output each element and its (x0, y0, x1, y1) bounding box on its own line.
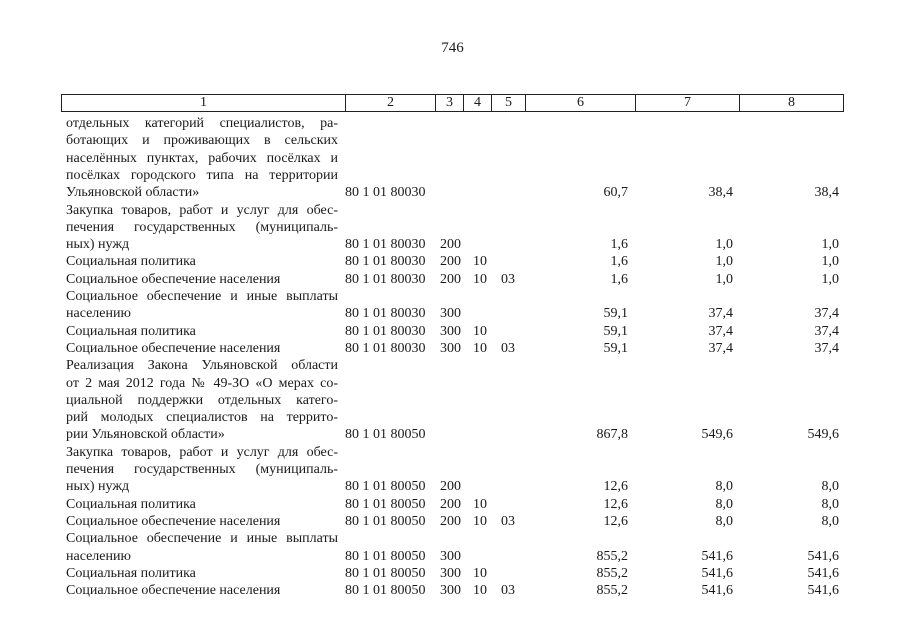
row-description: Ульяновской области» (66, 185, 200, 201)
amount-col-8: 1,0 (821, 271, 839, 287)
budget-code: 80 1 01 80050 (345, 479, 426, 495)
budget-code: 80 1 01 80050 (345, 583, 426, 599)
amount-col-8: 1,0 (821, 237, 839, 253)
table-row (0, 444, 905, 461)
amount-col-8: 8,0 (821, 513, 839, 529)
row-description: Социальное обеспечение и иные выплаты (66, 289, 338, 304)
amount-col-8: 37,4 (814, 340, 839, 356)
row-description: от 2 мая 2012 года № 49-ЗО «О мерах со- (66, 375, 338, 391)
expense-type: 300 (440, 583, 461, 599)
amount-col-7: 1,0 (715, 254, 733, 270)
amount-col-6: 60,7 (603, 185, 628, 201)
table-row (0, 150, 905, 167)
table-row (0, 392, 905, 409)
table-row (0, 184, 905, 201)
row-description: ных) нужд (66, 479, 130, 495)
header-col-8: 8 (739, 95, 843, 111)
header-col-2: 2 (345, 95, 435, 111)
budget-code: 80 1 01 80030 (345, 340, 426, 356)
expense-type: 300 (440, 565, 461, 581)
section: 10 (473, 323, 487, 339)
header-col-1: 1 (200, 95, 207, 110)
row-description: Социальное обеспечение населения (66, 513, 281, 529)
amount-col-8: 549,6 (807, 427, 839, 443)
budget-code: 80 1 01 80030 (345, 271, 426, 287)
budget-code: 80 1 01 80050 (345, 565, 426, 581)
header-col-4: 4 (463, 95, 491, 111)
budget-code: 80 1 01 80030 (345, 237, 426, 253)
expense-type: 300 (440, 548, 461, 564)
amount-col-8: 8,0 (821, 479, 839, 495)
amount-col-7: 541,6 (701, 583, 733, 599)
amount-col-6: 855,2 (596, 583, 628, 599)
amount-col-7: 8,0 (715, 496, 733, 512)
table-row (0, 496, 905, 513)
amount-col-6: 12,6 (603, 479, 628, 495)
row-description: Социальное обеспечение населения (66, 583, 281, 599)
amount-col-7: 541,6 (701, 548, 733, 564)
amount-col-6: 59,1 (603, 340, 628, 356)
expense-type: 200 (440, 254, 461, 270)
amount-col-7: 1,0 (715, 271, 733, 287)
table-row (0, 236, 905, 253)
amount-col-6: 12,6 (603, 513, 628, 529)
header-col-3: 3 (435, 95, 463, 111)
table-row (0, 288, 905, 305)
subsection: 03 (501, 340, 515, 356)
row-description: Социальная политика (66, 496, 196, 512)
budget-code: 80 1 01 80030 (345, 254, 426, 270)
subsection: 03 (501, 583, 515, 599)
budget-code: 80 1 01 80050 (345, 496, 426, 512)
table-row (0, 340, 905, 357)
expense-type: 200 (440, 496, 461, 512)
header-col-5: 5 (491, 95, 525, 111)
amount-col-8: 38,4 (814, 185, 839, 201)
row-description: рии Ульяновской области» (66, 427, 225, 443)
amount-col-6: 1,6 (610, 271, 628, 287)
amount-col-7: 1,0 (715, 237, 733, 253)
budget-code: 80 1 01 80050 (345, 427, 426, 443)
table-header (61, 94, 844, 112)
amount-col-7: 8,0 (715, 513, 733, 529)
amount-col-6: 867,8 (596, 427, 628, 443)
table-row (0, 305, 905, 322)
amount-col-7: 37,4 (708, 323, 733, 339)
row-description: посёлках городского типа на территории (66, 167, 338, 183)
amount-col-6: 59,1 (603, 306, 628, 322)
amount-col-7: 38,4 (708, 185, 733, 201)
table-row (0, 461, 905, 478)
table-row (0, 426, 905, 443)
amount-col-7: 37,4 (708, 340, 733, 356)
row-description: Закупка товаров, работ и услуг для обес- (66, 202, 338, 218)
amount-col-6: 1,6 (610, 254, 628, 270)
table-row (0, 565, 905, 582)
amount-col-7: 8,0 (715, 479, 733, 495)
row-description: населению (66, 548, 131, 564)
amount-col-6: 855,2 (596, 565, 628, 581)
row-description: печения государственных (муниципаль- (66, 219, 338, 235)
amount-col-8: 541,6 (807, 565, 839, 581)
expense-type: 200 (440, 237, 461, 253)
budget-code: 80 1 01 80050 (345, 513, 426, 529)
table-row (0, 167, 905, 184)
expense-type: 200 (440, 271, 461, 287)
row-description: рий молодых специалистов на террито- (66, 410, 338, 426)
amount-col-8: 37,4 (814, 306, 839, 322)
section: 10 (473, 565, 487, 581)
amount-col-8: 37,4 (814, 323, 839, 339)
table-row (0, 357, 905, 374)
row-description: Социальное обеспечение и иные выплаты (66, 531, 338, 547)
subsection: 03 (501, 271, 515, 287)
expense-type: 200 (440, 479, 461, 495)
section: 10 (473, 583, 487, 599)
table-row (0, 202, 905, 219)
page-number: 746 (441, 40, 464, 56)
section: 10 (473, 271, 487, 287)
table-row (0, 478, 905, 495)
row-description: печения государственных (муниципаль- (66, 462, 338, 477)
table-row (0, 115, 905, 132)
section: 10 (473, 496, 487, 512)
table-row (0, 132, 905, 149)
table-row (0, 548, 905, 565)
row-description: населённых пунктах, рабочих посёлках и (66, 150, 338, 166)
subsection: 03 (501, 513, 515, 529)
table-row (0, 530, 905, 547)
expense-type: 200 (440, 513, 461, 529)
amount-col-8: 1,0 (821, 254, 839, 270)
row-description: населению (66, 306, 131, 322)
row-description: ботающих и проживающих в сельских (66, 133, 338, 149)
table-row (0, 409, 905, 426)
row-description: Реализация Закона Ульяновской области (66, 358, 338, 374)
budget-code: 80 1 01 80030 (345, 306, 426, 322)
table-row (0, 219, 905, 236)
table-row (0, 582, 905, 599)
amount-col-6: 12,6 (603, 496, 628, 512)
amount-col-8: 541,6 (807, 583, 839, 599)
table-row (0, 323, 905, 340)
row-description: Социальная политика (66, 254, 196, 270)
amount-col-6: 59,1 (603, 323, 628, 339)
budget-code: 80 1 01 80030 (345, 323, 426, 339)
section: 10 (473, 340, 487, 356)
amount-col-6: 1,6 (610, 237, 628, 253)
budget-code: 80 1 01 80050 (345, 548, 426, 564)
row-description: циальной поддержки отдельных катего- (66, 392, 338, 408)
row-description: Социальное обеспечение населения (66, 340, 281, 356)
row-description: Закупка товаров, работ и услуг для обес- (66, 444, 338, 460)
expense-type: 300 (440, 323, 461, 339)
amount-col-6: 855,2 (596, 548, 628, 564)
header-col-6: 6 (525, 95, 635, 111)
amount-col-8: 541,6 (807, 548, 839, 564)
row-description: отдельных категорий специалистов, ра- (66, 116, 338, 131)
table-row (0, 271, 905, 288)
amount-col-7: 541,6 (701, 565, 733, 581)
table-row (0, 513, 905, 530)
amount-col-7: 37,4 (708, 306, 733, 322)
row-description: Социальное обеспечение населения (66, 271, 281, 287)
header-col-7: 7 (635, 95, 739, 111)
section: 10 (473, 254, 487, 270)
table-row (0, 375, 905, 392)
amount-col-7: 549,6 (701, 427, 733, 443)
row-description: Социальная политика (66, 323, 196, 339)
table-row (0, 253, 905, 270)
row-description: ных) нужд (66, 237, 130, 253)
row-description: Социальная политика (66, 565, 196, 581)
section: 10 (473, 513, 487, 529)
expense-type: 300 (440, 306, 461, 322)
budget-code: 80 1 01 80030 (345, 185, 426, 201)
amount-col-8: 8,0 (821, 496, 839, 512)
expense-type: 300 (440, 340, 461, 356)
